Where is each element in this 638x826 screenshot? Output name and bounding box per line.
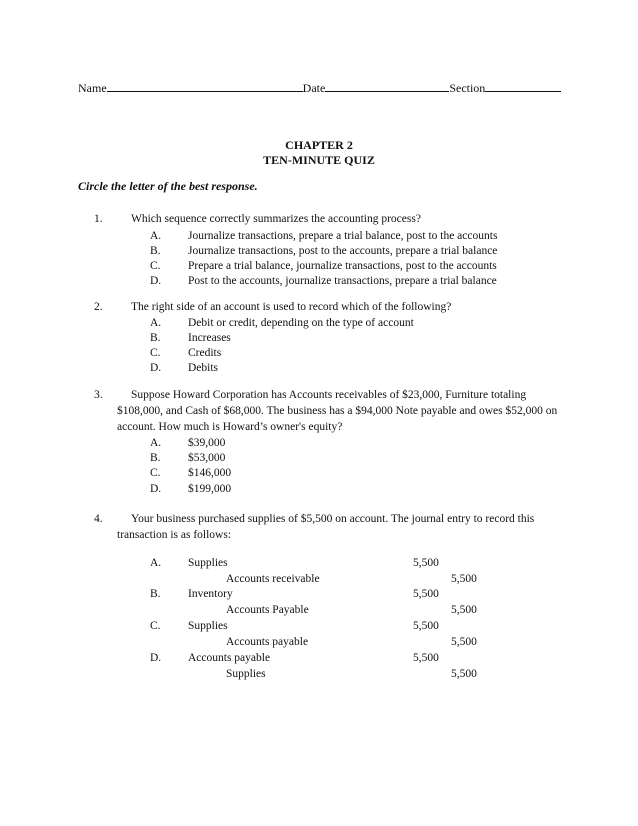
section-blank[interactable]	[485, 80, 561, 92]
option-text: Credits	[188, 347, 222, 359]
option-letter[interactable]: A.	[150, 557, 162, 569]
option-letter[interactable]: B.	[150, 332, 161, 344]
credit-amount: 5,500	[451, 636, 477, 648]
option-letter[interactable]: B.	[150, 245, 161, 257]
debit-account: Supplies	[188, 557, 228, 569]
question-number: 4.	[94, 513, 103, 525]
credit-account: Accounts payable	[226, 636, 309, 648]
option-text: Debits	[188, 362, 219, 374]
question-text: account. How much is Howard’s owner's equity?	[117, 421, 343, 433]
option-letter[interactable]: C.	[150, 260, 161, 272]
date-label: Date	[302, 81, 326, 95]
option-letter[interactable]: A.	[150, 230, 162, 242]
question-number: 2.	[94, 301, 103, 313]
credit-account: Supplies	[226, 668, 266, 680]
debit-account: Inventory	[188, 588, 233, 600]
date-blank[interactable]	[325, 80, 449, 92]
option-text: Debit or credit, depending on the type of account	[188, 317, 414, 329]
option-text: $53,000	[188, 452, 226, 464]
question-text: Your business purchased supplies of $5,500 on account. The journal entry to record this	[131, 513, 535, 525]
option-letter[interactable]: D.	[150, 275, 162, 287]
option-text: $39,000	[188, 437, 226, 449]
section-label: Section	[449, 81, 486, 95]
header-line	[78, 80, 561, 96]
credit-account: Accounts receivable	[226, 573, 320, 585]
quiz-subtitle: TEN-MINUTE QUIZ	[263, 153, 375, 167]
option-text: $199,000	[188, 483, 232, 495]
option-letter[interactable]: D.	[150, 652, 162, 664]
question-text: $108,000, and Cash of $68,000. The business has a $94,000 Note payable and owes $52,000 on	[117, 405, 558, 417]
option-letter[interactable]: B.	[150, 452, 161, 464]
option-letter[interactable]: B.	[150, 588, 161, 600]
option-letter[interactable]: D.	[150, 483, 162, 495]
chapter-title: CHAPTER 2	[285, 138, 353, 152]
option-text: Journalize transactions, post to the accounts, prepare a trial balance	[188, 245, 498, 257]
question-number: 3.	[94, 389, 103, 401]
question-text: Which sequence correctly summarizes the accounting process?	[131, 213, 421, 225]
debit-amount: 5,500	[413, 652, 439, 664]
question-text: Suppose Howard Corporation has Accounts receivables of $23,000, Furniture totaling	[131, 389, 527, 401]
option-letter[interactable]: C.	[150, 620, 161, 632]
name-blank[interactable]	[107, 80, 303, 92]
option-text: Journalize transactions, prepare a trial balance, post to the accounts	[188, 230, 498, 242]
credit-amount: 5,500	[451, 573, 477, 585]
debit-amount: 5,500	[413, 620, 439, 632]
debit-amount: 5,500	[413, 588, 439, 600]
option-letter[interactable]: C.	[150, 467, 161, 479]
question-number: 1.	[94, 213, 103, 225]
name-label: Name	[78, 81, 107, 95]
instructions: Circle the letter of the best response.	[78, 179, 258, 193]
debit-amount: 5,500	[413, 557, 439, 569]
credit-amount: 5,500	[451, 668, 477, 680]
option-letter[interactable]: A.	[150, 437, 162, 449]
debit-account: Accounts payable	[188, 652, 271, 664]
option-letter[interactable]: A.	[150, 317, 162, 329]
credit-amount: 5,500	[451, 604, 477, 616]
credit-account: Accounts Payable	[226, 604, 309, 616]
option-text: $146,000	[188, 467, 232, 479]
option-letter[interactable]: D.	[150, 362, 162, 374]
question-text: transaction is as follows:	[117, 529, 232, 541]
debit-account: Supplies	[188, 620, 228, 632]
option-text: Post to the accounts, journalize transactions, prepare a trial balance	[188, 275, 497, 287]
option-text: Increases	[188, 332, 231, 344]
question-text: The right side of an account is used to record which of the following?	[131, 301, 452, 313]
option-text: Prepare a trial balance, journalize transactions, post to the accounts	[188, 260, 497, 272]
option-letter[interactable]: C.	[150, 347, 161, 359]
